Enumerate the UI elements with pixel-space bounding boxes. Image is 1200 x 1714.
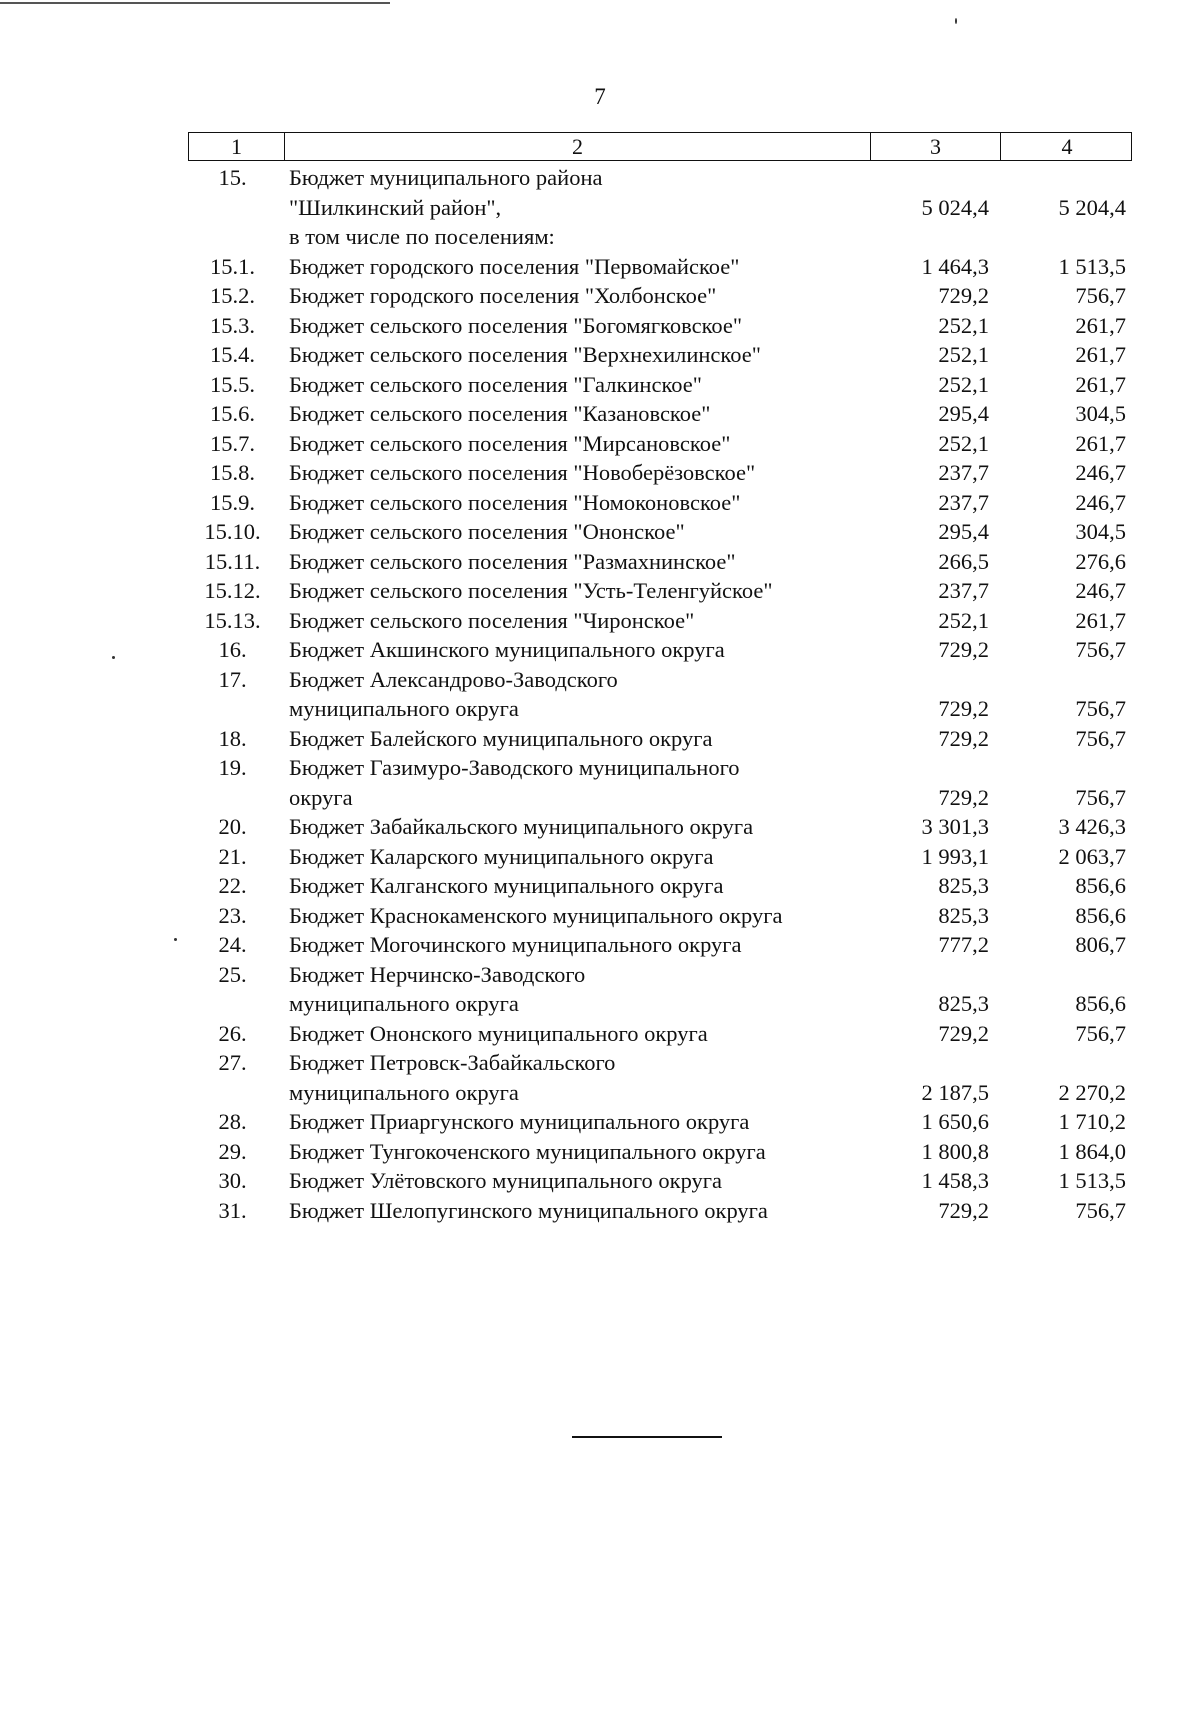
row-value-4: 756,7: [1075, 696, 1126, 721]
row-value-4: 2 063,7: [1058, 843, 1126, 869]
row-number: 15.: [218, 165, 247, 190]
row-name: Бюджет Шелопугинского муниципального округа: [289, 1197, 768, 1223]
table-row: [188, 1196, 1132, 1226]
table-row: [188, 960, 1132, 1019]
row-name: Бюджет Ононского муниципального округа: [289, 1020, 708, 1046]
row-note: в том числе по поселениям:: [289, 224, 555, 249]
row-number: 15.11.: [204, 548, 261, 574]
row-name: Бюджет сельского поселения "Ононское": [289, 519, 685, 544]
row-name: Бюджет городского поселения "Холбонское": [289, 283, 717, 308]
table-row-intro: [188, 163, 1132, 222]
table-row: [188, 252, 1132, 282]
row-value-3: 252,1: [938, 342, 989, 367]
row-number: 19.: [218, 755, 247, 780]
table-row: [188, 458, 1132, 488]
row-value-3: 729,2: [938, 725, 989, 751]
row-value-4: 806,7: [1075, 932, 1126, 957]
scan-speck: [955, 18, 957, 24]
table-row: [188, 517, 1132, 547]
row-name: Бюджет сельского поселения "Галкинское": [289, 371, 702, 397]
row-value-4: 261,7: [1075, 312, 1126, 338]
table-header: [188, 132, 1132, 161]
row-name: Бюджет сельского поселения "Чиронское": [289, 607, 695, 633]
row-value-3: 1 464,3: [921, 253, 989, 279]
row-value-4: 756,7: [1075, 1197, 1126, 1223]
row-name: Бюджет Краснокаменского муниципального округа: [289, 902, 783, 928]
row-number: 29.: [218, 1138, 247, 1164]
row-name: Бюджет сельского поселения "Мирсановское": [289, 430, 731, 456]
row-value-3: 777,2: [938, 932, 989, 957]
row-number: 24.: [218, 932, 247, 957]
row-value-4: 246,7: [1075, 578, 1126, 603]
row-value-4: 304,5: [1075, 401, 1126, 426]
row-value-3: 2 187,5: [921, 1079, 989, 1105]
row-value-4: 856,6: [1075, 991, 1126, 1016]
row-number: 15.7.: [210, 430, 255, 456]
row-value-3: 266,5: [938, 548, 989, 574]
row-value-4: 756,7: [1075, 283, 1126, 308]
table-row: [188, 488, 1132, 518]
row-value-3: 729,2: [938, 637, 989, 662]
page-number: 7: [594, 84, 606, 109]
row-number: 31.: [218, 1197, 247, 1223]
table-row: [188, 547, 1132, 577]
row-name: Бюджет Калганского муниципального округа: [289, 873, 724, 898]
row-number: 15.5.: [210, 371, 255, 397]
row-name: Бюджет Забайкальского муниципального округа: [289, 814, 754, 839]
header-col-2: 2: [284, 133, 870, 160]
row-name: Бюджет городского поселения "Первомайское": [289, 253, 740, 279]
header-col-1: 1: [231, 134, 242, 159]
row-name: Бюджет Могочинского муниципального округа: [289, 932, 742, 957]
table-row: [188, 340, 1132, 370]
row-value-3: 729,2: [938, 283, 989, 308]
row-value-3: 252,1: [938, 312, 989, 338]
row-number: 15.13.: [204, 607, 261, 633]
table-row: [188, 399, 1132, 429]
row-name: Бюджет сельского поселения "Размахнинское": [289, 548, 736, 574]
row-value-3: 252,1: [938, 371, 989, 397]
row-value-4: 246,7: [1075, 460, 1126, 485]
row-value-4: 1 513,5: [1058, 1168, 1126, 1193]
row-name: Бюджет Александрово-Заводского муниципального округа: [289, 666, 618, 721]
table-body: [188, 252, 1132, 1226]
row-value-3: 825,3: [938, 873, 989, 898]
row-number: 20.: [218, 814, 247, 839]
row-name: Бюджет Газимуро-Заводского муниципального округа: [289, 755, 740, 810]
row-name: Бюджет Приаргунского муниципального округа: [289, 1109, 750, 1134]
table-row: [188, 576, 1132, 606]
row-value-4: 756,7: [1075, 784, 1126, 810]
row-number: 26.: [218, 1020, 247, 1046]
row-value-3: 729,2: [938, 1197, 989, 1223]
row-name: Бюджет сельского поселения "Усть-Теленгуйское": [289, 578, 773, 603]
row-number: 23.: [218, 902, 247, 928]
row-value-4: 756,7: [1075, 637, 1126, 662]
row-name: Бюджет Петровск-Забайкальского муниципального округа: [289, 1050, 616, 1105]
row-name: Бюджет Каларского муниципального округа: [289, 843, 714, 869]
table-row: [188, 1137, 1132, 1167]
table-row: [188, 812, 1132, 842]
table-row: [188, 606, 1132, 636]
row-value-3: 729,2: [938, 784, 989, 810]
row-number: 25.: [218, 961, 247, 987]
row-value-3: 1 458,3: [921, 1168, 989, 1193]
row-value-4: 276,6: [1075, 548, 1126, 574]
row-value-4: 756,7: [1075, 1020, 1126, 1046]
budget-table: [188, 132, 1132, 1225]
row-name: Бюджет сельского поселения "Верхнехилинское": [289, 342, 761, 367]
row-value-3: 1 800,8: [921, 1138, 989, 1164]
table-row: [188, 311, 1132, 341]
row-name: Бюджет Нерчинско-Заводского муниципального округа: [289, 961, 586, 1016]
row-value-4: 756,7: [1075, 725, 1126, 751]
row-value-3: 729,2: [938, 1020, 989, 1046]
table-row: [188, 429, 1132, 459]
row-number: 15.8.: [210, 460, 255, 485]
row-value-4: 1 513,5: [1058, 253, 1126, 279]
scan-edge-line: [0, 2, 390, 4]
row-name: Бюджет сельского поселения "Богомягковское": [289, 312, 743, 338]
row-value-3: 252,1: [938, 430, 989, 456]
row-value-3: 825,3: [938, 991, 989, 1016]
row-number: 30.: [218, 1168, 247, 1193]
row-value-4: 1 864,0: [1058, 1138, 1126, 1164]
row-value-4: 261,7: [1075, 430, 1126, 456]
row-name: Бюджет Тунгокоченского муниципального округа: [289, 1138, 766, 1164]
row-number: 15.10.: [204, 519, 261, 544]
row-value-4: 261,7: [1075, 371, 1126, 397]
row-number: 15.3.: [210, 312, 255, 338]
table-row: [188, 901, 1132, 931]
scan-speck: [174, 938, 177, 941]
row-value-3: 5 024,4: [921, 194, 989, 220]
header-col-4: 4: [1000, 133, 1133, 160]
row-number: 21.: [218, 843, 247, 869]
row-value-4: 3 426,3: [1058, 814, 1126, 839]
row-value-4: 856,6: [1075, 873, 1126, 898]
row-value-3: 1 993,1: [921, 843, 989, 869]
row-value-3: 729,2: [938, 696, 989, 721]
table-note-row: [188, 222, 1132, 252]
row-number: 16.: [218, 637, 247, 662]
row-name: Бюджет муниципального района "Шилкинский район",: [289, 165, 603, 220]
row-value-3: 825,3: [938, 902, 989, 928]
row-value-4: 856,6: [1075, 902, 1126, 928]
row-value-3: 295,4: [938, 519, 989, 544]
row-name: Бюджет сельского поселения "Новоберёзовское": [289, 460, 756, 485]
row-name: Бюджет сельского поселения "Казановское": [289, 401, 711, 426]
row-name: Бюджет сельского поселения "Номоконовское": [289, 489, 741, 515]
table-row: [188, 842, 1132, 872]
table-row: [188, 370, 1132, 400]
row-number: 15.9.: [210, 489, 255, 515]
row-name: Бюджет Балейского муниципального округа: [289, 725, 713, 751]
row-value-4: 261,7: [1075, 342, 1126, 367]
row-number: 15.1.: [210, 253, 255, 279]
row-value-3: 3 301,3: [921, 814, 989, 839]
row-number: 15.2.: [210, 283, 255, 308]
row-number: 22.: [218, 873, 247, 898]
table-row: [188, 1166, 1132, 1196]
row-name: Бюджет Акшинского муниципального округа: [289, 637, 725, 662]
row-number: 28.: [218, 1109, 247, 1134]
table-row: [188, 1048, 1132, 1107]
row-value-4: 2 270,2: [1058, 1079, 1126, 1105]
row-value-4: 1 710,2: [1058, 1109, 1126, 1134]
row-number: 15.4.: [210, 342, 255, 367]
row-value-3: 1 650,6: [921, 1109, 989, 1134]
row-value-3: 252,1: [938, 607, 989, 633]
row-value-3: 295,4: [938, 401, 989, 426]
row-number: 27.: [218, 1050, 247, 1075]
table-row: [188, 1107, 1132, 1137]
row-value-3: 237,7: [938, 460, 989, 485]
row-value-4: 5 204,4: [1058, 194, 1126, 220]
table-row: [188, 930, 1132, 960]
table-row: [188, 281, 1132, 311]
table-row: [188, 753, 1132, 812]
row-value-4: 304,5: [1075, 519, 1126, 544]
row-number: 15.12.: [204, 578, 261, 603]
table-row: [188, 724, 1132, 754]
row-value-3: 237,7: [938, 489, 989, 515]
scan-speck: [112, 656, 115, 659]
row-number: 15.6.: [210, 401, 255, 426]
table-row: [188, 635, 1132, 665]
row-value-4: 246,7: [1075, 489, 1126, 515]
table-row: [188, 665, 1132, 724]
table-row: [188, 1019, 1132, 1049]
row-number: 17.: [218, 666, 247, 692]
row-name: Бюджет Улётовского муниципального округа: [289, 1168, 722, 1193]
header-col-3: 3: [870, 133, 1000, 160]
row-value-4: 261,7: [1075, 607, 1126, 633]
end-rule: [572, 1436, 722, 1438]
table-row: [188, 871, 1132, 901]
row-value-3: 237,7: [938, 578, 989, 603]
row-number: 18.: [218, 725, 247, 751]
